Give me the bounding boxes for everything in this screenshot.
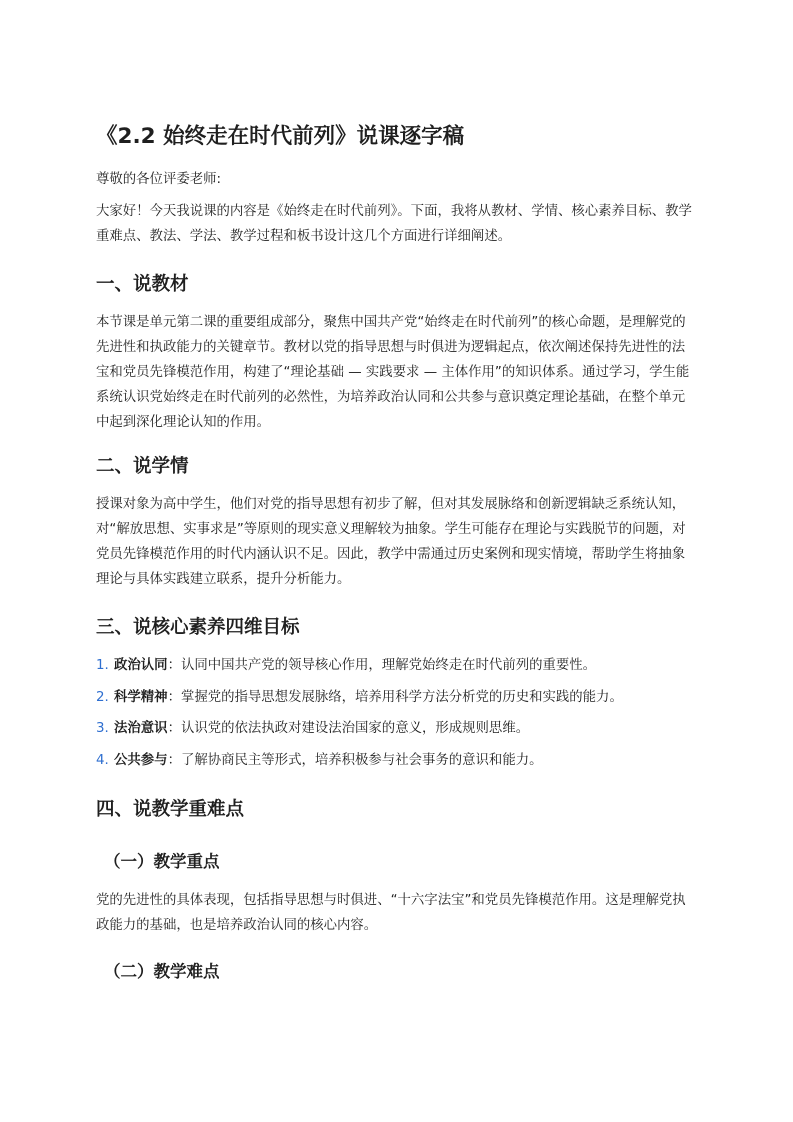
list-item (96, 685, 696, 717)
list-item-text: 了解协商民主等形式，培养积极参与社会事务的意识和能力。 (180, 752, 543, 768)
list-item-text: 认识党的依法执政对建设法治国家的意义，形成规则思维。 (180, 721, 530, 736)
list-item (96, 748, 696, 780)
list-item-term: 政治认同 (114, 658, 168, 673)
subsection-paragraph-key-point: 党的先进性的具体表现，包括指导思想与时俱进、“十六字法宝”和党员先锋模范作用。这是理解党执政能力的基础，也是培养政治认同的核心内容。 (96, 893, 686, 933)
list-item-separator: ： (167, 689, 181, 705)
list-item-term: 法治意识 (114, 721, 168, 736)
objectives-list (96, 653, 696, 779)
document-title: 《2.2 始终走在时代前列》说课逐字稿 (96, 124, 465, 149)
section-heading-students: 二、说学情 (96, 456, 189, 477)
section-heading-objectives: 三、说核心素养四维目标 (96, 617, 300, 638)
list-item (96, 716, 696, 748)
subsection-heading-key-point: （一）教学重点 (104, 852, 220, 871)
list-item-term: 公共参与 (114, 752, 168, 768)
list-item-number: 1. (96, 658, 109, 673)
list-item-number: 3. (96, 721, 109, 736)
list-item-separator: ： (167, 721, 181, 736)
list-item-text: 掌握党的指导思想发展脉络，培养用科学方法分析党的历史和实践的能力。 (180, 689, 623, 705)
list-item-term: 科学精神 (114, 689, 168, 705)
section-heading-textbook: 一、说教材 (96, 274, 189, 295)
list-item-number: 4. (96, 752, 109, 768)
list-item-separator: ： (167, 658, 181, 673)
list-item-number: 2. (96, 689, 109, 705)
section-paragraph-students: 授课对象为高中学生，他们对党的指导思想有初步了解，但对其发展脉络和创新逻辑缺乏系统认知，对“解放思想、实事求是”等原则的现实意义理解较为抽象。学生可能存在理论与实践脱节的问题，对党员先锋模范作用的时代内涵认识不足。因此，教学中需通过历史案例和现实情境，帮助学生将抽象理论与具体实践建立联系，提升分析能力。 (96, 497, 686, 587)
section-heading-key-points: 四、说教学重难点 (96, 799, 245, 820)
intro-paragraph: 大家好！今天我说课的内容是《始终走在时代前列》。下面，我将从教材、学情、核心素养目标、教学重难点、教法、学法、教学过程和板书设计这几个方面进行详细阐述。 (96, 204, 692, 244)
list-item (96, 653, 696, 685)
list-item-separator: ： (167, 752, 181, 768)
section-paragraph-textbook: 本节课是单元第二课的重要组成部分，聚焦中国共产党“始终走在时代前列”的核心命题，是理解党的先进性和执政能力的关键章节。教材以党的指导思想与时俱进为逻辑起点，依次阐述保持先进性的法宝和党员先锋模范作用，构建了“理论基础 — 实践要求 — 主体作用”的知识体系。通过学习，学生能系统认识党始终走在时代前列的必然性，为培养政治认同和公共参与意识奠定理论基础，在整个单元中起到深化理论认知的作用。 (96, 315, 690, 430)
subsection-heading-difficulty: （二）教学难点 (104, 962, 220, 981)
greeting-text: 尊敬的各位评委老师: (96, 172, 222, 187)
list-item-text: 认同中国共产党的领导核心作用，理解党始终走在时代前列的重要性。 (180, 658, 597, 673)
